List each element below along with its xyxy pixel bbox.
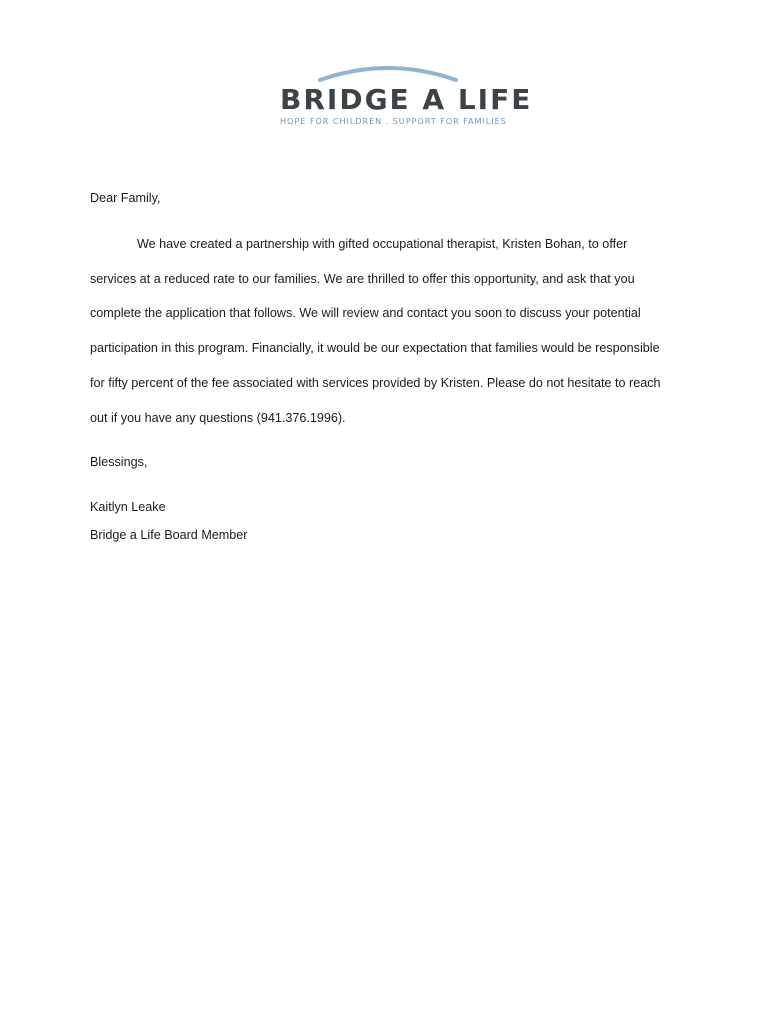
body-line: complete the application that follows. We will review and contact you soon to discuss your potential bbox=[90, 306, 641, 320]
salutation: Dear Family, bbox=[90, 191, 161, 205]
signer-name: Kaitlyn Leake bbox=[90, 500, 166, 514]
logo-tagline: HOPE FOR CHILDREN . SUPPORT FOR FAMILIES bbox=[280, 116, 507, 126]
logo-title: BRIDGE A LIFE bbox=[280, 83, 533, 116]
bridge-arc-icon bbox=[318, 62, 458, 82]
bridge-a-life-logo bbox=[280, 62, 533, 130]
closing: Blessings, bbox=[90, 455, 148, 469]
body-line: We have created a partnership with gifted occupational therapist, Kristen Bohan, to offer bbox=[137, 237, 628, 251]
body-line: for fifty percent of the fee associated with services provided by Kristen. Please do not hesitate to reach bbox=[90, 376, 661, 390]
signer-title: Bridge a Life Board Member bbox=[90, 528, 248, 542]
body-line: services at a reduced rate to our families. We are thrilled to offer this opportunity, and ask that you bbox=[90, 272, 635, 286]
body-line: out if you have any questions (941.376.1996). bbox=[90, 411, 346, 425]
body-line: participation in this program. Financially, it would be our expectation that families would be responsible bbox=[90, 341, 660, 355]
